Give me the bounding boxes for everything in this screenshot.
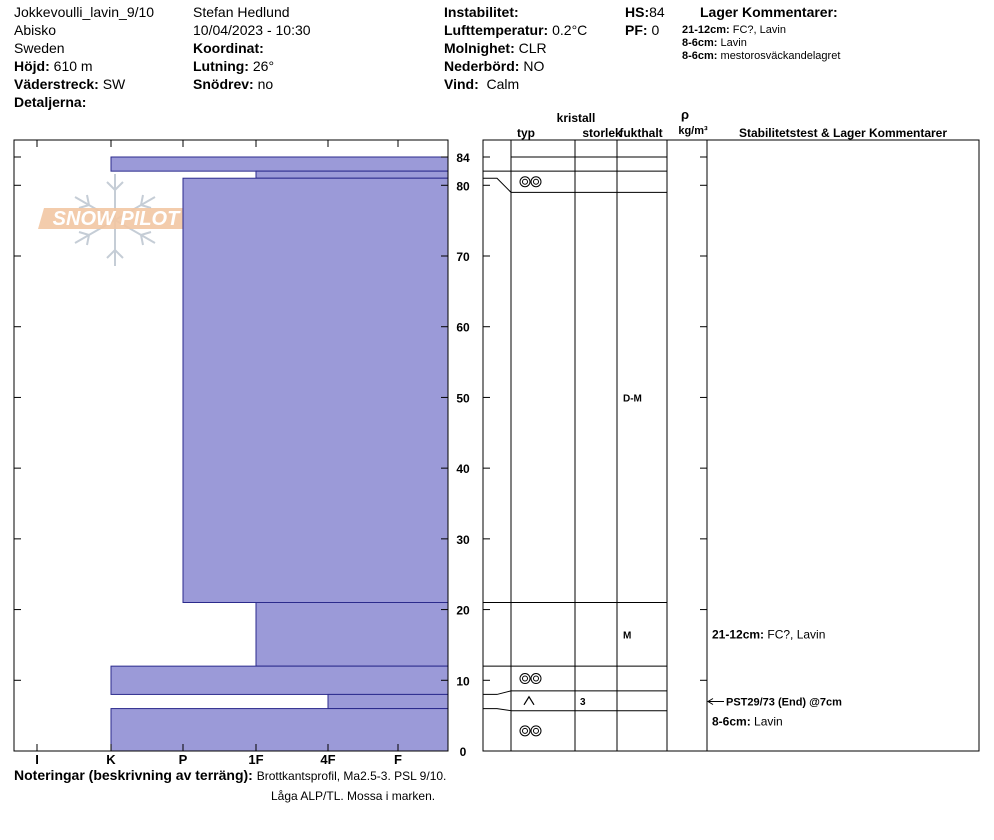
hs-label: HS: [625, 4, 650, 20]
stability-comment-depth: 21-12cm: [712, 627, 768, 642]
precip-value: NO [523, 58, 545, 74]
observation-datetime: 10/04/2023 - 10:30 [193, 22, 311, 38]
hardness-layer-bar [256, 171, 448, 178]
depth-tick-label: 50 [456, 391, 470, 406]
col-header-typ: typ [517, 126, 535, 140]
pf-value: 0 [651, 22, 660, 38]
grain-circle [531, 674, 541, 684]
depth-tick-label: 70 [456, 250, 470, 264]
hardness-layer-bar [111, 157, 448, 171]
grain-circle-inner [534, 179, 539, 184]
col-header-fukthalt: fukthalt [619, 126, 663, 140]
stability-comment [712, 627, 825, 641]
depth-tick-label: 80 [456, 179, 470, 194]
hs-value: 84 [649, 4, 665, 20]
airtemp-label: Lufttemperatur: [444, 22, 549, 38]
notes-line-1: Brottkantsprofil, Ma2.5-3. PSL 9/10. [256, 769, 447, 783]
depth-tick-label: 0 [459, 745, 467, 759]
airtemp-value: 0.2°C [552, 22, 588, 38]
hardness-tick-label: P [178, 752, 188, 767]
grain-circle [520, 726, 530, 736]
grain-circle [520, 674, 530, 684]
grain-rounding-faceted-icon [520, 177, 541, 187]
hardness-tick-label: K [106, 752, 116, 767]
slope-value: 26° [252, 58, 275, 74]
layer-table-frame [483, 140, 979, 751]
drift-value: no [257, 76, 274, 92]
stability-comment-depth: 8-6cm: [712, 714, 755, 729]
hardness-layer-bar [328, 694, 448, 708]
hardness-layer-bar [111, 666, 448, 694]
depth-tick-label: 84 [456, 151, 470, 165]
notes-line-2: Låga ALP/TL. Mossa i marken. [271, 789, 436, 803]
grain-circle [531, 726, 541, 736]
stability-comment [712, 714, 783, 728]
grain-rounding-faceted-icon [520, 674, 541, 684]
col-header-storlek: storlek [582, 126, 622, 140]
grain-depth-hoar-icon [524, 697, 534, 705]
site-name: Jokkevoulli_lavin_9/10 [14, 4, 155, 20]
depth-tick-label: 10 [456, 674, 470, 689]
observer-name: Stefan Hedlund [193, 4, 290, 20]
slope-label: Lutning: [193, 58, 249, 74]
layer-comment-text: mestorosväckandelagret [720, 50, 841, 62]
depth-tick-label: 60 [456, 320, 470, 335]
cloud-value: CLR [518, 40, 547, 56]
wind-label: Vind: [444, 76, 479, 92]
aspect-label: Väderstreck: [14, 76, 99, 92]
hardness-tick-label: F [394, 752, 402, 767]
notes-section [14, 766, 447, 803]
hardness-tick-label: 4F [320, 752, 336, 767]
grain-circle-inner [523, 728, 528, 733]
layer-comment-text: Lavin [720, 37, 747, 49]
depth-tick-label: 30 [456, 532, 470, 547]
grain-circle-inner [534, 676, 539, 681]
layer-connector [483, 709, 511, 711]
height-value: 610 m [53, 58, 93, 74]
grain-circle-inner [523, 179, 528, 184]
grain-circle-inner [523, 676, 528, 681]
area-name: Abisko [14, 22, 57, 38]
layer-comment-depth: 8-6cm: [682, 50, 718, 62]
aspect-value: SW [102, 76, 126, 92]
hardness-layer-bar [256, 603, 448, 667]
snowpilot-logo-text: SNOW PILOT [52, 208, 180, 230]
grain-size-label: 3 [580, 696, 586, 708]
depth-tick-label: 40 [456, 462, 470, 477]
height-label: Höjd: [14, 58, 50, 74]
stability-comment-text: Lavin [754, 714, 783, 729]
drift-label: Snödrev: [193, 76, 254, 92]
layer-comment-text: FC?, Lavin [732, 24, 786, 36]
grain-rounding-faceted-icon [520, 726, 541, 736]
stability-annotations [708, 627, 842, 728]
stability-test-label: PST29/73 (End) @7cm [726, 696, 842, 709]
layer-table [483, 140, 707, 751]
grain-circle [531, 177, 541, 187]
snowpilot-logo-band [38, 208, 195, 230]
pf-label: PF: [625, 22, 648, 38]
hardness-layer-bar [183, 178, 448, 602]
notes-label: Noteringar (beskrivning av terräng): [14, 767, 253, 783]
precip-label: Nederbörd: [444, 58, 520, 74]
layer-comment-depth: 21-12cm: [682, 24, 730, 36]
cloud-label: Molnighet: [444, 40, 515, 56]
depth-tick-label: 20 [456, 603, 470, 618]
col-header-rho: ρ [680, 107, 690, 122]
stability-comment-text: FC?, Lavin [767, 627, 826, 642]
instab-label: Instabilitet: [444, 4, 519, 20]
col-header-kristall: kristall [556, 111, 596, 125]
col-header-stability: Stabilitetstest & Lager Kommentarer [738, 126, 948, 140]
hardness-tick-label: 1F [248, 752, 264, 767]
coord-label: Koordinat: [193, 40, 264, 56]
hardness-profile [111, 157, 448, 751]
grain-circle [520, 177, 530, 187]
hardness-tick-label: I [35, 752, 39, 767]
layer-comments-title-text: Lager Kommentarer: [700, 4, 838, 20]
layer-connector [483, 691, 511, 695]
moisture-label: M [623, 630, 632, 642]
grain-circle-inner [534, 728, 539, 733]
layer-comment-depth: 8-6cm: [682, 37, 718, 49]
hardness-layer-bar [111, 709, 448, 751]
details-label: Detaljerna: [14, 94, 87, 110]
wind-value: Calm [486, 76, 520, 92]
col-header-rho-unit: kg/m³ [678, 125, 708, 137]
country-name: Sweden [14, 40, 65, 56]
moisture-label: D-M [623, 393, 642, 405]
